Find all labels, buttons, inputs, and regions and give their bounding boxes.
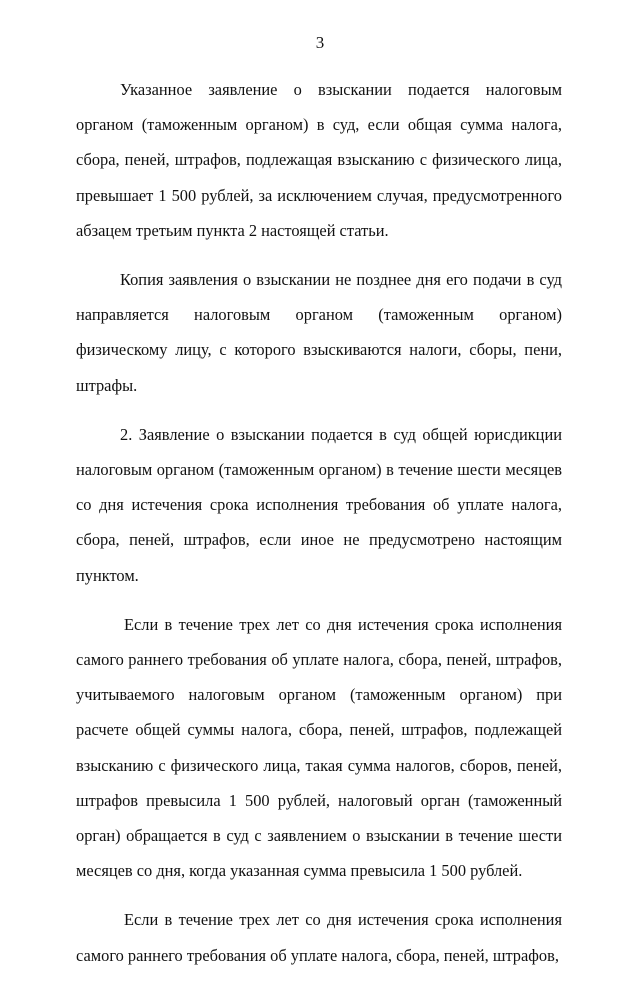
paragraph-three-years-rule: Если в течение трех лет со дня истечения срока исполнения самого раннего требования об уплате налога, сбора, пеней, штрафов, учитываемого налоговым органом (таможенным органом) при расчете общей суммы налога, сбора, пеней, штрафов, подлежащей взысканию с физического лица, такая сумма налогов, сборов, пеней, штрафов превысила 1 500 рублей, налоговый орган (таможенный орган) обращается в суд с заявлением о взыскании в течение шести месяцев со дня, когда указанная сумма превысила 1 500 рублей. <box>76 614 562 881</box>
paragraph-copy-of-application: Копия заявления о взыскании не позднее дня его подачи в суд направляется налоговым органом (таможенным органом) физическому лицу, с которого взыскиваются налоги, сборы, пени, штрафы. <box>76 270 562 395</box>
paragraph-three-years-continued: Если в течение трех лет со дня истечения срока исполнения самого раннего требования об уплате налога, сбора, пеней, штрафов, <box>76 910 562 965</box>
document-body <box>76 72 562 987</box>
paragraph-clause-2: 2. Заявление о взыскании подается в суд общей юрисдикции налоговым органом (таможенным органом) в течение шести месяцев со дня истечения срока исполнения требования об уплате налога, сбора, пеней, штрафов, если иное не предусмотрено настоящим пунктом. <box>76 424 562 585</box>
page-number: 3 <box>315 33 325 52</box>
paragraph-application-threshold: Указанное заявление о взыскании подается налоговым органом (таможенным органом) в суд, если общая сумма налога, сбора, пеней, штрафов, подлежащая взысканию с физического лица, превышает 1 500 рублей, за исключением случая, предусмотренного абзацем третьим пункта 2 настоящей статьи. <box>76 80 562 240</box>
